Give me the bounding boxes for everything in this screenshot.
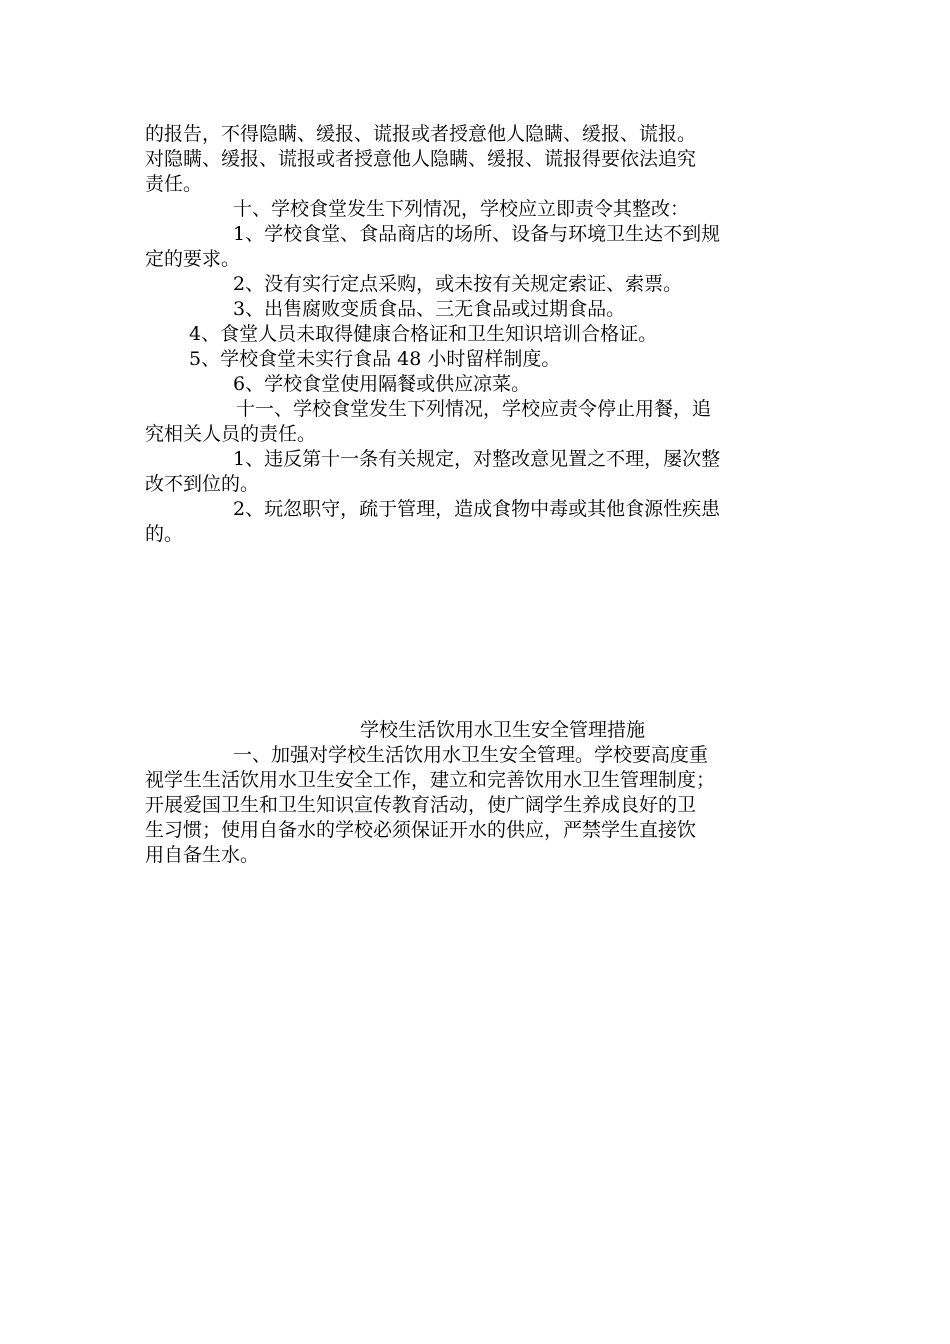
text-line: 视学生生活饮用水卫生安全工作，建立和完善饮用水卫生管理制度； [145, 769, 716, 791]
text-line: 定的要求。 [145, 248, 241, 270]
list-item: 2、没有实行定点采购，或未按有关规定索证、索票。 [233, 273, 683, 295]
clause-eleven-heading: 十一、学校食堂发生下列情况，学校应责令停止用餐，追 [236, 398, 712, 420]
list-item: 3、出售腐败变质食品、三无食品或过期食品。 [233, 298, 626, 320]
text-line: 的报告，不得隐瞒、缓报、谎报或者授意他人隐瞒、缓报、谎报。 [145, 123, 697, 145]
text-line: 开展爱国卫生和卫生知识宣传教育活动，使广阔学生养成良好的卫 [145, 794, 697, 816]
list-item: 1、违反第十一条有关规定，对整改意见置之不理，屡次整 [233, 448, 721, 470]
text-line: 用自备生水。 [145, 844, 260, 866]
list-item: 1、学校食堂、食品商店的场所、设备与环境卫生达不到规 [233, 223, 721, 245]
text-line: 生习惯；使用自备水的学校必须保证开水的供应，严禁学生直接饮 [145, 819, 697, 841]
list-item: 4、食堂人员未取得健康合格证和卫生知识培训合格证。 [189, 323, 658, 345]
section-canteen-rules [145, 122, 815, 547]
section-drinking-water [145, 718, 815, 868]
text-line: 责任。 [145, 173, 203, 195]
text-line: 改不到位的。 [145, 473, 260, 495]
list-item: 2、玩忽职守，疏于管理，造成食物中毒或其他食源性疾患 [233, 498, 721, 520]
clause-ten-heading: 十、学校食堂发生下列情况，学校应立即责令其整改： [233, 198, 690, 220]
list-item: 5、学校食堂未实行食品 48 小时留样制度。 [189, 348, 561, 370]
paragraph-first-line: 一、加强对学校生活饮用水卫生安全管理。学校要高度重 [233, 744, 709, 766]
text-line: 的。 [145, 523, 184, 545]
text-line: 究相关人员的责任。 [145, 423, 317, 445]
list-item: 6、学校食堂使用隔餐或供应凉菜。 [233, 373, 531, 395]
section-title: 学校生活饮用水卫生安全管理措施 [359, 719, 645, 741]
text-line: 对隐瞒、缓报、谎报或者授意他人隐瞒、缓报、谎报得要依法追究 [145, 148, 697, 170]
